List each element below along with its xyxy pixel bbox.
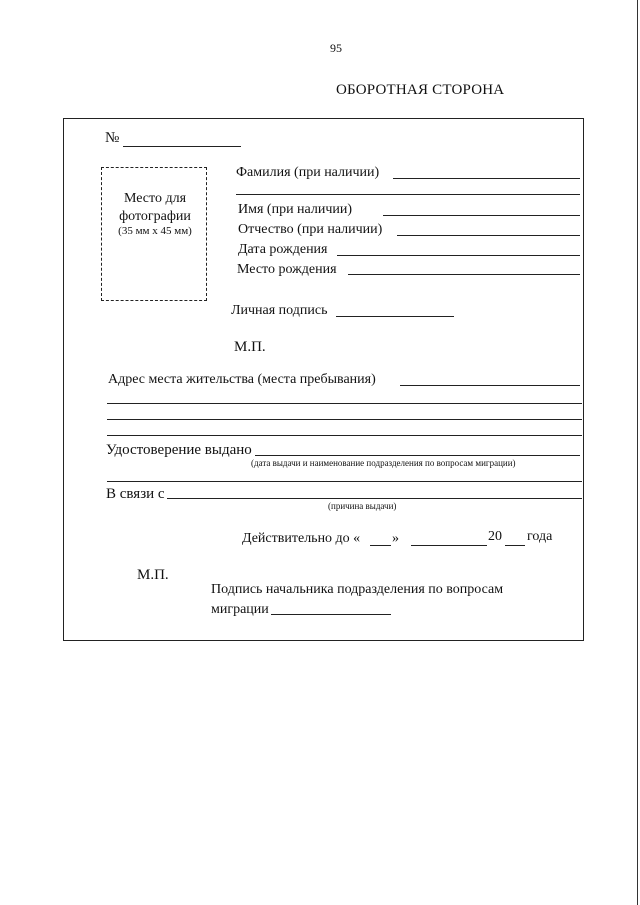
valid-until-year-prefix: 20 <box>488 529 502 544</box>
photo-placeholder <box>101 167 207 301</box>
surname-label: Фамилия (при наличии) <box>236 165 380 180</box>
address-line-1 <box>400 385 580 386</box>
surname-line <box>393 178 580 179</box>
valid-until-day-line <box>370 545 391 546</box>
photo-caption-line1: Место для <box>123 191 187 206</box>
reason-hint: (причина выдачи) <box>328 501 397 511</box>
page-number: 95 <box>330 41 342 55</box>
valid-until-month-line <box>411 545 487 546</box>
chief-signature-line <box>271 614 391 615</box>
chief-signature-line2: миграции <box>211 602 269 617</box>
valid-until-quote-close: » <box>392 531 399 546</box>
address-line-2 <box>107 403 582 404</box>
birth-place-label: Место рождения <box>237 262 337 277</box>
surname-line-2 <box>236 194 580 195</box>
name-label: Имя (при наличии) <box>238 202 353 217</box>
number-line <box>123 146 241 147</box>
issued-line <box>255 455 580 456</box>
photo-caption <box>102 190 208 239</box>
birth-place-line <box>348 274 580 275</box>
reason-line <box>167 498 582 499</box>
issued-hint: (дата выдачи и наименование подразделения по вопросам миграции) <box>251 458 516 468</box>
birth-date-label: Дата рождения <box>238 242 328 257</box>
valid-until-prefix: Действительно до « <box>242 531 361 546</box>
page-heading: ОБОРОТНАЯ СТОРОНА <box>336 82 505 98</box>
chief-signature-line1: Подпись начальника подразделения по вопросам <box>211 582 504 597</box>
address-line-4 <box>107 435 582 436</box>
issued-line-2 <box>107 481 582 482</box>
page-edge <box>637 0 638 905</box>
stamp-label-2: М.П. <box>137 567 169 583</box>
birth-date-line <box>337 255 580 256</box>
patronymic-line <box>397 235 580 236</box>
issued-label: Удостоверение выдано <box>106 442 252 458</box>
signature-label: Личная подпись <box>231 303 328 318</box>
stamp-label-1: М.П. <box>234 339 266 355</box>
address-line-3 <box>107 419 582 420</box>
name-line <box>383 215 580 216</box>
number-label: № <box>105 130 120 146</box>
photo-caption-line2: фотографии <box>119 208 191 224</box>
reason-label: В связи с <box>106 486 165 502</box>
valid-until-year-line <box>505 545 525 546</box>
signature-line <box>336 316 454 317</box>
patronymic-label: Отчество (при наличии) <box>238 222 383 237</box>
valid-until-suffix: года <box>527 529 553 544</box>
photo-caption-size: (35 мм х 45 мм) <box>118 225 192 237</box>
address-label: Адрес места жительства (места пребывания) <box>108 372 376 387</box>
